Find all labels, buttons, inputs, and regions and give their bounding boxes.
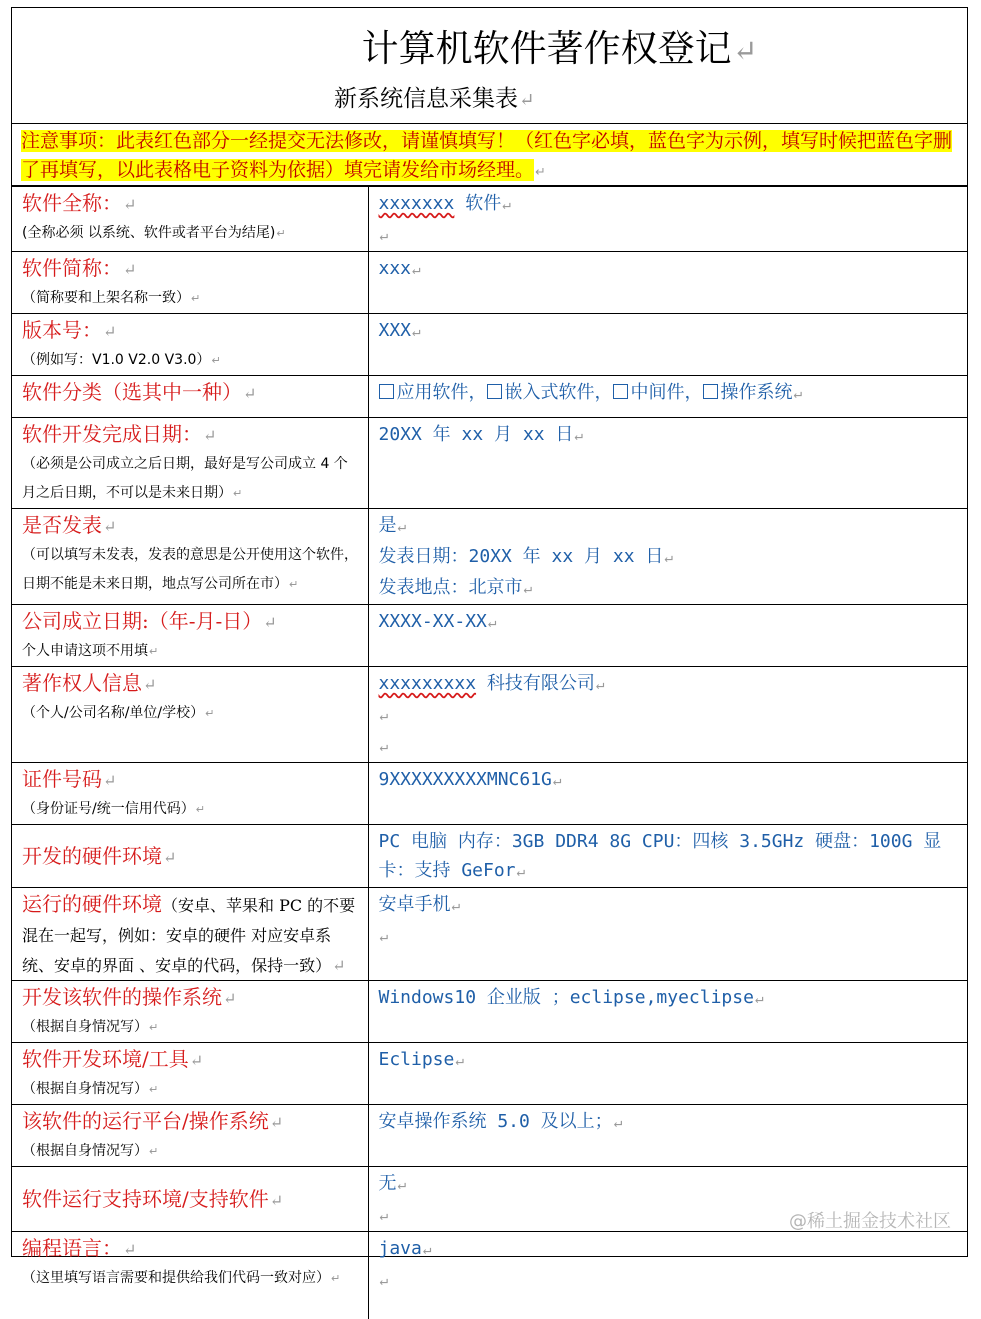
document-title: 计算机软件著作权登记↵ xyxy=(361,27,758,70)
table-row xyxy=(12,187,967,252)
field-label: 证件号码↵ xyxy=(22,767,117,791)
table-row xyxy=(12,667,967,763)
field-value: ↵ xyxy=(379,1208,389,1224)
field-value: xxx↵ xyxy=(378,258,421,279)
field-value: 安卓操作系统 5.0 及以上；↵ xyxy=(378,1111,623,1132)
field-note: （身份证号/统一信用代码）↵ xyxy=(22,801,206,817)
document-subtitle: 新系统信息采集表↵ xyxy=(334,86,535,112)
field-label-cell xyxy=(12,605,368,667)
field-label: 软件开发完成日期：↵ xyxy=(22,422,217,446)
field-label: 编程语言：↵ xyxy=(22,1236,137,1260)
option-label: 嵌入式软件， xyxy=(504,382,613,403)
field-note: （根据自身情况写）↵ xyxy=(22,1019,159,1035)
field-value: java↵ xyxy=(378,1238,432,1259)
field-label: 软件全称：↵ xyxy=(22,191,137,215)
table-row xyxy=(12,252,967,314)
field-value-cell[interactable] xyxy=(368,825,967,888)
field-label: 公司成立日期:（年-月-日）↵ xyxy=(22,609,277,633)
form-frame xyxy=(11,7,968,1289)
field-note: （必须是公司成立之后日期，最好是写公司成立 4 个月之后日期，不可以是未来日期）↵ xyxy=(22,456,348,501)
table-row xyxy=(12,1105,967,1167)
field-value: ↵ xyxy=(379,228,389,244)
field-label: 版本号：↵ xyxy=(22,318,117,342)
table-row xyxy=(12,418,967,509)
field-value: xxxxxxxxx 科技有限公司↵ xyxy=(378,673,605,694)
field-value-cell[interactable] xyxy=(368,667,967,763)
field-note: 个人申请这项不用填↵ xyxy=(22,643,159,659)
field-note: （个人/公司名称/单位/学校）↵ xyxy=(22,705,215,721)
field-label: 著作权人信息↵ xyxy=(22,671,157,695)
field-value: Windows10 企业版 ；eclipse,myeclipse↵ xyxy=(378,987,764,1008)
field-value-cell[interactable] xyxy=(368,888,967,981)
field-label: 软件分类（选其中一种）↵ xyxy=(22,380,257,404)
field-label-cell xyxy=(12,509,368,605)
info-table xyxy=(12,186,967,1319)
field-note: （简称要和上架名称一致）↵ xyxy=(22,290,201,306)
field-note: （这里填写语言需要和提供给我们代码一致对应）↵ xyxy=(22,1270,341,1286)
field-label-cell xyxy=(12,376,368,418)
field-label-cell xyxy=(12,314,368,376)
option-label: 应用软件， xyxy=(396,382,487,403)
field-value: ↵ xyxy=(379,1273,389,1289)
table-row xyxy=(12,825,967,888)
field-value: XXX↵ xyxy=(378,320,421,341)
field-label-cell xyxy=(12,1105,368,1167)
field-label: 该软件的运行平台/操作系统↵ xyxy=(22,1109,284,1133)
field-value: 发表地点：北京市↵ xyxy=(378,577,533,598)
field-value-cell[interactable] xyxy=(368,252,967,314)
field-value-cell[interactable] xyxy=(368,1043,967,1105)
field-value: ↵ xyxy=(379,929,389,945)
field-label-cell xyxy=(12,418,368,509)
field-value-cell[interactable] xyxy=(368,981,967,1043)
field-value: Eclipse↵ xyxy=(378,1049,465,1070)
checkbox[interactable] xyxy=(613,384,628,399)
field-value: xxxxxxx 软件↵ xyxy=(378,193,511,214)
field-value: 发表日期：20XX 年 xx 月 xx 日↵ xyxy=(378,546,674,567)
field-label: 软件运行支持环境/支持软件↵ xyxy=(22,1187,284,1211)
field-value-cell[interactable] xyxy=(368,187,967,252)
table-row xyxy=(12,888,967,981)
field-label-cell xyxy=(12,981,368,1043)
field-note: （可以填写未发表，发表的意思是公开使用这个软件，日期不能是未来日期，地点写公司所在市）↵ xyxy=(22,547,358,592)
field-label: 软件简称：↵ xyxy=(22,256,137,280)
field-value: XXXX-XX-XX↵ xyxy=(378,611,497,632)
field-value-cell[interactable] xyxy=(368,1105,967,1167)
table-row xyxy=(12,763,967,825)
field-label: 是否发表↵ xyxy=(22,513,117,537)
table-row xyxy=(12,314,967,376)
field-label-cell xyxy=(12,252,368,314)
field-value-cell[interactable] xyxy=(368,605,967,667)
field-label: 软件开发环境/工具↵ xyxy=(22,1047,204,1071)
field-label-cell xyxy=(12,825,368,888)
field-value: ↵ xyxy=(379,739,389,755)
field-label-cell xyxy=(12,187,368,252)
option-label: 中间件， xyxy=(630,382,703,403)
field-value: PC 电脑 内存：3GB DDR4 8G CPU：四核 3.5GHz 硬盘：100G 显卡：支持 GeFor↵ xyxy=(378,831,942,881)
table-row xyxy=(12,981,967,1043)
field-note: （根据自身情况写）↵ xyxy=(22,1143,159,1159)
table-row xyxy=(12,1232,967,1319)
field-value: 是↵ xyxy=(378,515,407,536)
software-category-options: 应用软件， 嵌入式软件， 中间件， 操作系统↵ xyxy=(379,378,960,409)
notice-text: 注意事项：此表红色部分一经提交无法修改，请谨慎填写！（红色字必填，蓝色字为示例，填写时候把蓝色字删了再填写，以此表格电子资料为依据）填完请发给市场经理。 xyxy=(21,130,953,181)
table-row xyxy=(12,605,967,667)
field-label-cell xyxy=(12,667,368,763)
table-row xyxy=(12,509,967,605)
checkbox[interactable] xyxy=(487,384,502,399)
field-value: 20XX 年 xx 月 xx 日↵ xyxy=(378,424,584,445)
field-value-cell[interactable] xyxy=(368,314,967,376)
field-label-cell xyxy=(12,1167,368,1232)
field-note: （例如写：V1.0 V2.0 V3.0）↵ xyxy=(22,352,221,368)
field-label-cell xyxy=(12,763,368,825)
field-value-cell[interactable] xyxy=(368,763,967,825)
field-label-cell xyxy=(12,888,368,981)
field-value-cell[interactable] xyxy=(368,376,967,418)
table-row xyxy=(12,376,967,418)
field-value: 安卓手机↵ xyxy=(378,894,461,915)
notice-banner: 注意事项：此表红色部分一经提交无法修改，请谨慎填写！（红色字必填，蓝色字为示例，填写时候把蓝色字删了再填写，以此表格电子资料为依据）填完请发给市场经理。↵ xyxy=(12,123,967,186)
checkbox[interactable] xyxy=(379,384,394,399)
field-label: 开发的硬件环境↵ xyxy=(22,844,177,868)
field-label: 开发该软件的操作系统↵ xyxy=(22,985,237,1009)
field-value-cell[interactable] xyxy=(368,509,967,605)
field-label: 运行的硬件环境（安卓、苹果和 PC 的不要混在一起写，例如：安卓的硬件 对应安卓系统、安卓的界面 、安卓的代码，保持一致）↵ xyxy=(22,892,356,975)
field-note: （根据自身情况写）↵ xyxy=(22,1081,159,1097)
field-note: （安卓、苹果和 PC 的不要混在一起写，例如：安卓的硬件 对应安卓系统、安卓的界面 、安卓的代码，保持一致） xyxy=(22,896,356,975)
field-value: 无↵ xyxy=(378,1173,407,1194)
field-label-cell xyxy=(12,1043,368,1105)
field-label-cell xyxy=(12,1232,368,1319)
field-note: (全称必须 以系统、软件或者平台为结尾)↵ xyxy=(22,225,286,241)
watermark: @稀土掘金技术社区 xyxy=(789,1211,951,1232)
field-value-cell[interactable] xyxy=(368,418,967,509)
field-value: 9XXXXXXXXXMNC61G↵ xyxy=(378,769,562,790)
table-row xyxy=(12,1043,967,1105)
option-label: 操作系统 xyxy=(720,382,793,403)
field-value-cell[interactable] xyxy=(368,1232,967,1319)
checkbox[interactable] xyxy=(703,384,718,399)
field-value: ↵ xyxy=(379,708,389,724)
